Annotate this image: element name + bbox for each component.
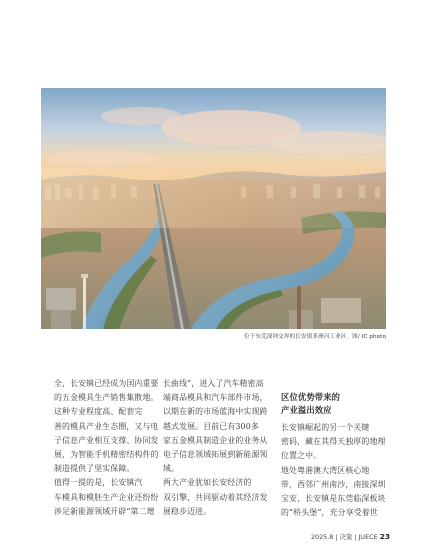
section-heading-line: 区位优势带来的	[281, 392, 341, 402]
paragraph-line: 的“桥头堡”，充分享受着世	[281, 508, 378, 518]
paragraph-line: 端商品模具和汽车部件市场，	[163, 393, 268, 403]
paragraph-line: 子信息产业相互支撑、协同发	[54, 435, 159, 445]
paragraph-line: 家五金模具制造企业的业务从	[163, 435, 268, 445]
paragraph-line: 双引擎，共同驱动着其经济发	[163, 492, 268, 502]
paragraph-line: 展，为智能手机精密结构件的	[54, 449, 159, 459]
paragraph-line: 制造提供了坚实保障。	[54, 464, 135, 474]
paragraph-line: 车模具和模胚生产企业还纷纷	[54, 492, 159, 502]
section-heading	[281, 391, 387, 417]
paragraph-line: 以期在新的市场蓝海中实现跨	[163, 407, 268, 417]
paragraph-line: 全，长安镇已经成为国内重要	[54, 379, 159, 388]
page-footer	[300, 532, 390, 541]
paragraph-line: 长安镇崛起的另一个关键	[281, 423, 370, 432]
paragraph-line: 展稳步迈进。	[163, 506, 212, 516]
paragraph-line: 域。	[163, 464, 180, 474]
article-column-3	[281, 391, 387, 520]
paragraph-line: 涉足新能源领域开辟“第二增	[54, 506, 155, 516]
photo-caption: 位于东莞深圳交界的长安镇茅洲河工业区。图/ IC photo	[243, 334, 386, 340]
paragraph-line: 带，西邻广州南沙，南接深圳	[281, 479, 386, 489]
paragraph-line: 善的模具产业生态圈，又与电	[54, 421, 159, 431]
aerial-city-illustration	[41, 88, 386, 329]
paragraph-line: 长曲线”，进入了汽车精密高	[163, 379, 264, 388]
paragraph-line: 这种专业程度高、配套完	[54, 407, 143, 417]
issue-label: 2025.8 | 决策 | JUECE	[310, 533, 378, 541]
page-number: 23	[379, 532, 390, 541]
paragraph-line: 电子信息领域拓展到新能源领	[163, 449, 268, 459]
article-column-1	[54, 377, 159, 519]
section-heading-line: 产业溢出效应	[281, 405, 332, 415]
paragraph-line: 的五金模具生产销售集散地。	[54, 393, 159, 403]
paragraph-line: 宝安，长安镇是东莞临深板块	[281, 493, 386, 503]
paragraph-line: 值得一提的是，长安镇汽	[54, 478, 143, 488]
paragraph-line: 位置之中。	[281, 451, 322, 461]
aerial-city-photo	[41, 88, 386, 329]
paragraph-line: 密码，藏在其得天独厚的地理	[281, 437, 386, 447]
article-column-2	[163, 377, 269, 519]
paragraph-line: 地处粤港澳大湾区核心地	[281, 465, 370, 475]
paragraph-line: 越式发展。目前已有300多	[163, 421, 259, 431]
paragraph-line: 两大产业犹如长安经济的	[163, 478, 252, 488]
